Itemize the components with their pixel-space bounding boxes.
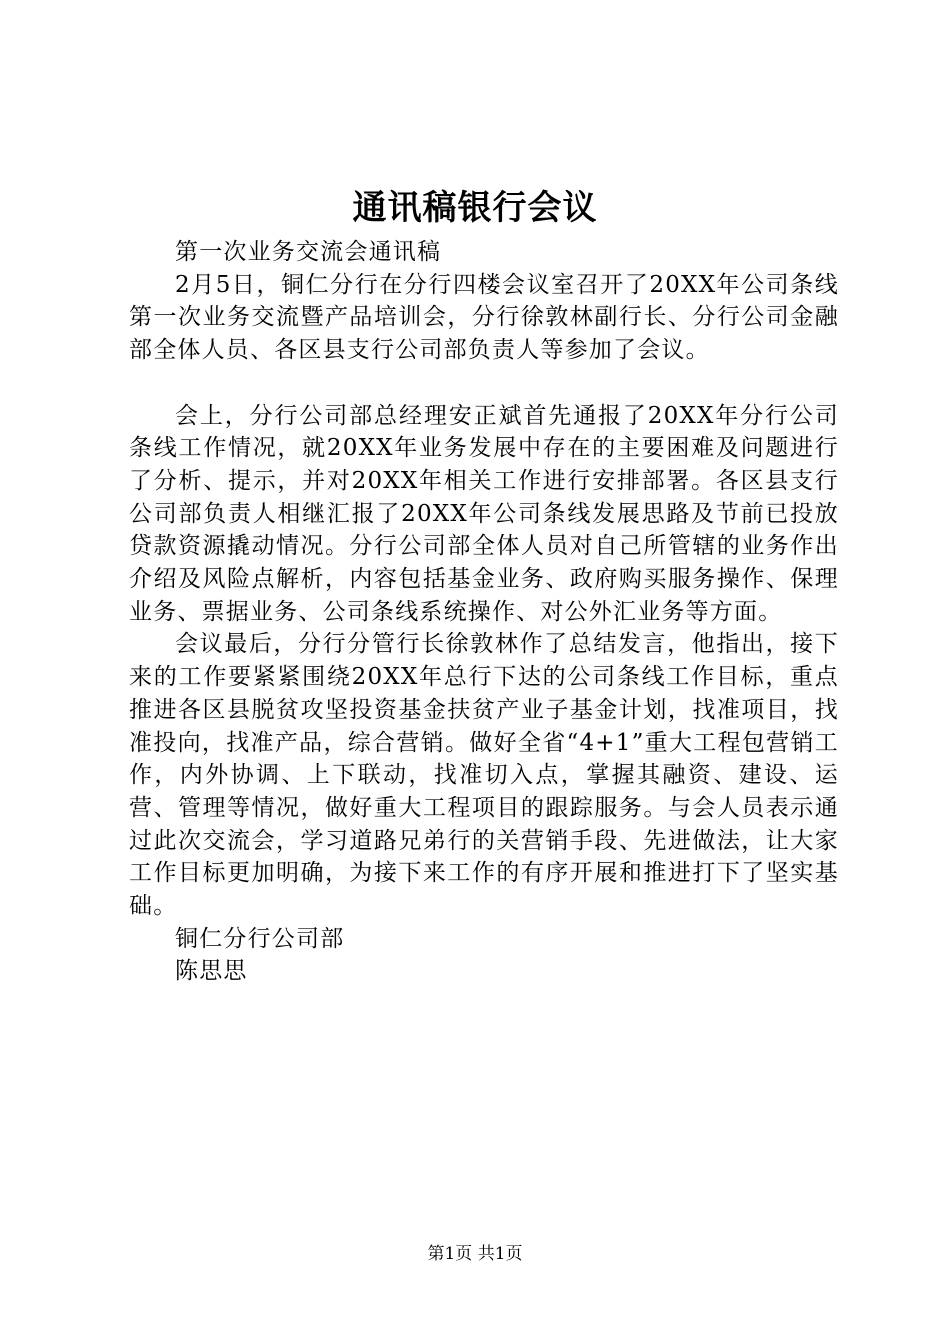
paragraph-2: 会上，分行公司部总经理安正斌首先通报了20XX年分行公司条线工作情况，就20XX年业务发展中存在的主要困难及问题进行了分析、提示，并对20XX年相关工作进行安排部署。各区县支行公司部负责人相继汇报了20XX年公司条线发展思路及节前已投放贷款资源撬动情况。分行公司部全体人员对自己所管辖的业务作出介绍及风险点解析，内容包括基金业务、政府购买服务操作、保理业务、票据业务、公司条线系统操作、对公外汇业务等方面。	[129, 402, 839, 625]
paragraph-3: 会议最后，分行分管行长徐敦林作了总结发言，他指出，接下来的工作要紧紧围绕20XX年总行下达的公司条线工作目标，重点推进各区县脱贫攻坚投资基金扶贫产业子基金计划，找准项目，找准投向，找准产品，综合营销。做好全省“4+1”重大工程包营销工作，内外协调、上下联动，找准切入点，掌握其融资、建设、运营、管理等情况，做好重大工程项目的跟踪服务。与会人员表示通过此次交流会，学习道路兄弟行的关营销手段、先进做法，让大家工作目标更加明确，为接下来工作的有序开展和推进打下了坚实基础。	[129, 631, 839, 920]
document-subtitle: 第一次业务交流会通讯稿	[175, 239, 442, 265]
paragraph-1: 2月5日，铜仁分行在分行四楼会议室召开了20XX年公司条线第一次业务交流暨产品培训会，分行徐敦林副行长、分行公司金融部全体人员、各区县支行公司部负责人等参加了会议。	[129, 271, 839, 364]
document-title: 通讯稿银行会议	[352, 188, 598, 228]
page-footer: 第1页 共1页	[427, 1244, 523, 1264]
document-body	[129, 236, 839, 988]
signature-name: 陈思思	[175, 958, 248, 985]
paragraph-spacer	[129, 367, 839, 400]
signature-org: 铜仁分行公司部	[175, 925, 345, 952]
